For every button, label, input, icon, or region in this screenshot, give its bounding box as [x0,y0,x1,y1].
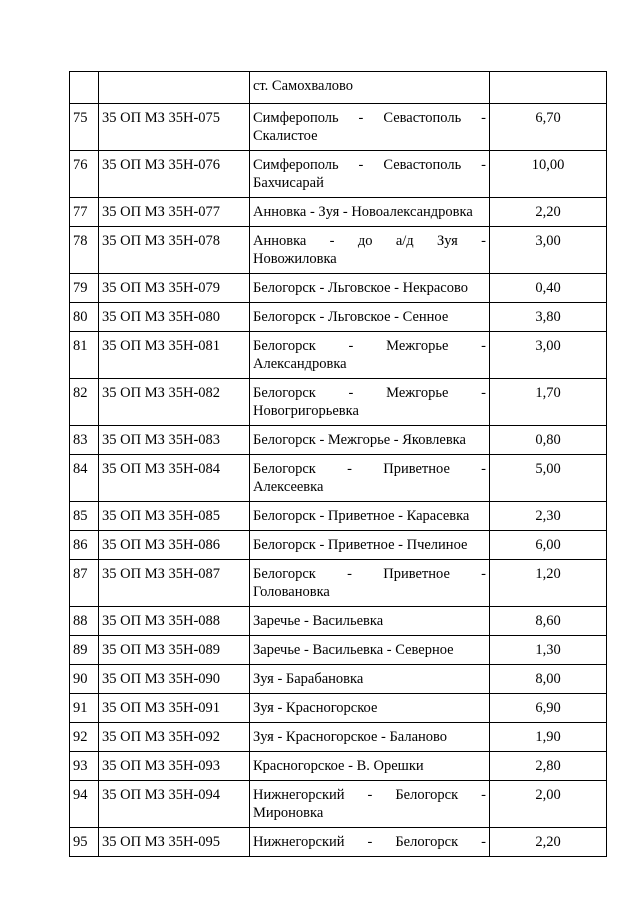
road-name: Белогорск - Приветное - Карасевка [250,502,490,531]
road-length: 3,00 [490,332,607,379]
row-number: 75 [70,104,99,151]
road-name [250,379,490,426]
row-number: 89 [70,636,99,665]
road-id: 35 ОП МЗ 35Н-093 [99,752,250,781]
road-name: ст. Самохвалово [250,72,490,104]
road-length [490,72,607,104]
road-name-line-2: Мироновка [253,805,324,821]
road-length: 2,20 [490,198,607,227]
row-number: 93 [70,752,99,781]
row-number: 87 [70,560,99,607]
road-name-line-1: Анновка - до а/д Зуя - [253,233,486,249]
road-name: Зуя - Барабановка [250,665,490,694]
row-number: 88 [70,607,99,636]
road-name: Зуя - Красногорское - Баланово [250,723,490,752]
road-name: Белогорск - Приветное - Пчелиное [250,531,490,560]
row-number: 79 [70,274,99,303]
road-length: 1,90 [490,723,607,752]
road-id: 35 ОП МЗ 35Н-095 [99,828,250,857]
road-id: 35 ОП МЗ 35Н-075 [99,104,250,151]
table-row [70,502,607,531]
road-length: 6,00 [490,531,607,560]
row-number: 92 [70,723,99,752]
road-name: Заречье - Васильевка - Северное [250,636,490,665]
row-number: 85 [70,502,99,531]
row-number: 84 [70,455,99,502]
road-name: Белогорск - Льговское - Некрасово [250,274,490,303]
row-number: 77 [70,198,99,227]
road-length: 6,90 [490,694,607,723]
table-row [70,426,607,455]
table-row [70,665,607,694]
road-name-line-1: Белогорск - Межгорье - [253,338,486,354]
road-name-line-2: Скалистое [253,128,318,144]
road-length: 2,00 [490,781,607,828]
road-name-line-2: Головановка [253,584,330,600]
row-number: 86 [70,531,99,560]
road-name [250,151,490,198]
road-name-line-1: Симферополь - Севастополь - [253,110,486,126]
road-id: 35 ОП МЗ 35Н-092 [99,723,250,752]
road-name-line-2: Александровка [253,356,347,372]
table-row [70,694,607,723]
road-length: 3,00 [490,227,607,274]
road-id: 35 ОП МЗ 35Н-076 [99,151,250,198]
road-id: 35 ОП МЗ 35Н-090 [99,665,250,694]
row-number: 90 [70,665,99,694]
road-name-line-1: Белогорск - Приветное - [253,566,486,582]
road-name-line-2: Новожиловка [253,251,337,267]
road-name-line-1: Нижнегорский - Белогорск - [253,834,486,850]
road-id: 35 ОП МЗ 35Н-089 [99,636,250,665]
table-row [70,560,607,607]
road-name [250,455,490,502]
road-length: 2,30 [490,502,607,531]
table-row [70,636,607,665]
row-number: 83 [70,426,99,455]
road-id: 35 ОП МЗ 35Н-080 [99,303,250,332]
row-number: 80 [70,303,99,332]
road-name-line-2: Новогригорьевка [253,403,359,419]
table-row [70,303,607,332]
row-number: 82 [70,379,99,426]
road-id: 35 ОП МЗ 35Н-085 [99,502,250,531]
road-id: 35 ОП МЗ 35Н-091 [99,694,250,723]
road-name-line-2: Алексеевка [253,479,324,495]
road-id: 35 ОП МЗ 35Н-079 [99,274,250,303]
road-name [250,828,490,857]
row-number: 95 [70,828,99,857]
road-name-line-2: Бахчисарай [253,175,324,191]
road-length: 0,80 [490,426,607,455]
road-name [250,227,490,274]
road-length: 2,80 [490,752,607,781]
table-row [70,151,607,198]
road-id: 35 ОП МЗ 35Н-083 [99,426,250,455]
road-name: Красногорское - В. Орешки [250,752,490,781]
table-row [70,274,607,303]
road-length: 5,00 [490,455,607,502]
road-name: Анновка - Зуя - Новоалександровка [250,198,490,227]
row-number: 91 [70,694,99,723]
road-id: 35 ОП МЗ 35Н-081 [99,332,250,379]
table-row [70,104,607,151]
road-id: 35 ОП МЗ 35Н-094 [99,781,250,828]
road-name: Заречье - Васильевка [250,607,490,636]
row-number: 94 [70,781,99,828]
table-row [70,607,607,636]
road-name-line-1: Белогорск - Приветное - [253,461,486,477]
road-id: 35 ОП МЗ 35Н-086 [99,531,250,560]
road-length: 6,70 [490,104,607,151]
road-name: Белогорск - Льговское - Сенное [250,303,490,332]
road-name [250,104,490,151]
road-id: 35 ОП МЗ 35Н-077 [99,198,250,227]
road-id: 35 ОП МЗ 35Н-084 [99,455,250,502]
road-id: 35 ОП МЗ 35Н-088 [99,607,250,636]
road-length: 0,40 [490,274,607,303]
row-number: 76 [70,151,99,198]
road-name-line-1: Симферополь - Севастополь - [253,157,486,173]
road-length: 1,30 [490,636,607,665]
road-name-line-1: Белогорск - Межгорье - [253,385,486,401]
road-id: 35 ОП МЗ 35Н-087 [99,560,250,607]
road-name: Белогорск - Межгорье - Яковлевка [250,426,490,455]
road-length: 8,00 [490,665,607,694]
table-row [70,781,607,828]
table-row [70,227,607,274]
roads-table-body [70,72,607,857]
road-id [99,72,250,104]
road-name-line-1: Нижнегорский - Белогорск - [253,787,486,803]
road-length: 3,80 [490,303,607,332]
road-name [250,332,490,379]
road-name [250,781,490,828]
road-id: 35 ОП МЗ 35Н-082 [99,379,250,426]
table-row [70,531,607,560]
table-row [70,72,607,104]
row-number [70,72,99,104]
row-number: 81 [70,332,99,379]
road-id: 35 ОП МЗ 35Н-078 [99,227,250,274]
road-name [250,560,490,607]
road-length: 2,20 [490,828,607,857]
table-row [70,332,607,379]
road-length: 1,20 [490,560,607,607]
table-row [70,723,607,752]
roads-table [69,71,607,857]
table-row [70,455,607,502]
table-row [70,198,607,227]
road-length: 1,70 [490,379,607,426]
road-length: 8,60 [490,607,607,636]
table-row [70,379,607,426]
table-row [70,752,607,781]
row-number: 78 [70,227,99,274]
table-row [70,828,607,857]
road-length: 10,00 [490,151,607,198]
road-name: Зуя - Красногорское [250,694,490,723]
